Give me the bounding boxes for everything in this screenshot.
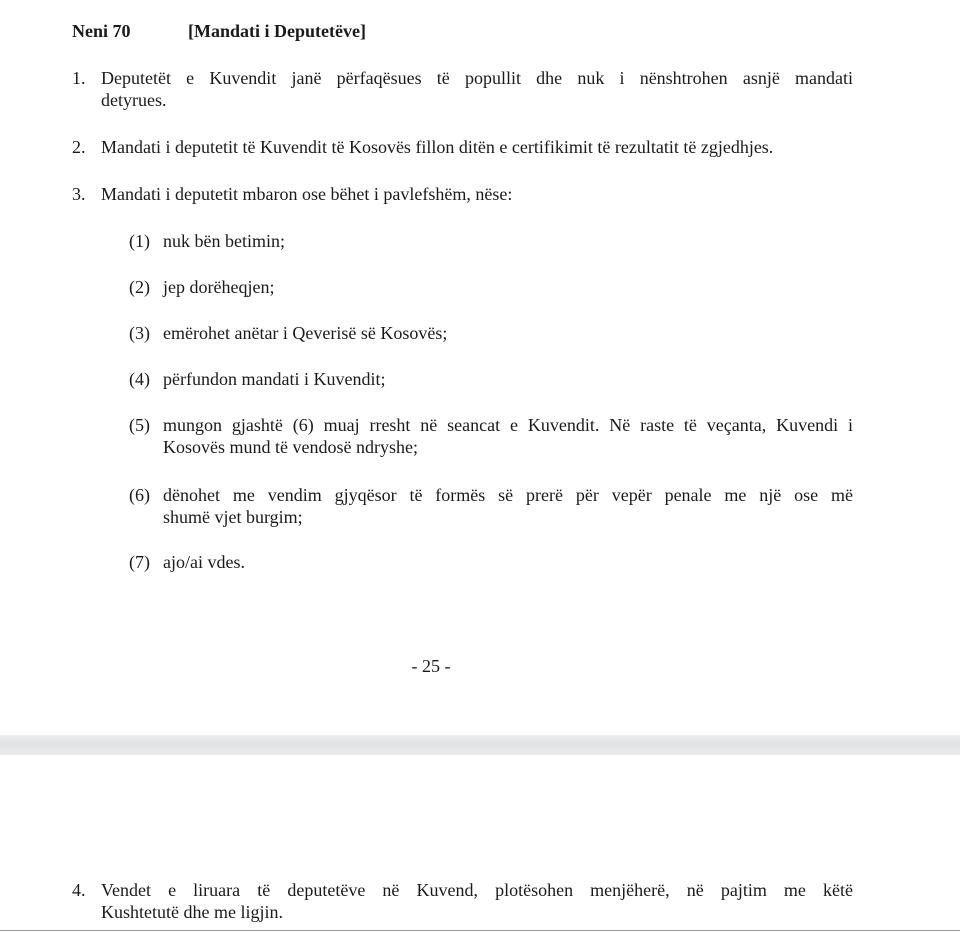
- paragraph-1: [101, 67, 853, 111]
- subitem-6-line-1: dënohet me vendim gjyqësor të formës së prerë për vepër penale me një ose më: [163, 485, 853, 505]
- paragraph-number-4: 4.: [72, 880, 86, 900]
- paragraph-4-line-2: Kushtetutë dhe me ligjin.: [101, 902, 283, 922]
- subitem-number-6: (6): [129, 485, 150, 505]
- subitem-number-3: (3): [129, 323, 150, 343]
- paragraph-number-2: 2.: [72, 137, 86, 157]
- subitem-2: jep dorëheqjen;: [163, 277, 275, 297]
- subitem-number-5: (5): [129, 415, 150, 435]
- subitem-3: emërohet anëtar i Qeverisë së Kosovës;: [163, 323, 448, 343]
- paragraph-3: Mandati i deputetit mbaron ose bëhet i pavlefshëm, nëse:: [101, 184, 513, 204]
- subitem-number-7: (7): [129, 552, 150, 572]
- subitem-1: nuk bën betimin;: [163, 231, 285, 251]
- paragraph-2: Mandati i deputetit të Kuvendit të Kosovës fillon ditën e certifikimit të rezultatit të zgjedhjes.: [101, 137, 774, 157]
- article-title: [Mandati i Deputetëve]: [188, 21, 366, 41]
- paragraph-4-line-1: Vendet e liruara të deputetëve në Kuvend, plotësohen menjëherë, në pajtim me këtë: [101, 880, 853, 900]
- subitem-number-1: (1): [129, 231, 150, 251]
- paragraph-1-line-1: Deputetët e Kuvendit janë përfaqësues të popullit dhe nuk i nënshtrohen asnjë mandati: [101, 68, 853, 88]
- paragraph-4: [101, 879, 853, 923]
- page-bottom-border: [0, 930, 960, 931]
- page-separator: [0, 735, 960, 755]
- subitem-6-line-2: shumë vjet burgim;: [163, 507, 303, 527]
- subitem-5-line-1: mungon gjashtë (6) muaj rresht në seancat e Kuvendit. Në raste të veçanta, Kuvendi i: [163, 415, 853, 435]
- subitem-5-line-2: Kosovës mund të vendosë ndryshe;: [163, 437, 418, 457]
- subitem-6: [163, 484, 853, 528]
- article-number: Neni 70: [72, 21, 131, 41]
- subitem-number-2: (2): [129, 277, 150, 297]
- paragraph-1-line-2: detyrues.: [101, 90, 167, 110]
- page-number: - 25 -: [411, 656, 451, 676]
- paragraph-number-1: 1.: [72, 68, 86, 88]
- subitem-number-4: (4): [129, 369, 150, 389]
- subitem-7: ajo/ai vdes.: [163, 552, 245, 572]
- subitem-4: përfundon mandati i Kuvendit;: [163, 369, 386, 389]
- subitem-5: [163, 414, 853, 458]
- paragraph-number-3: 3.: [72, 184, 86, 204]
